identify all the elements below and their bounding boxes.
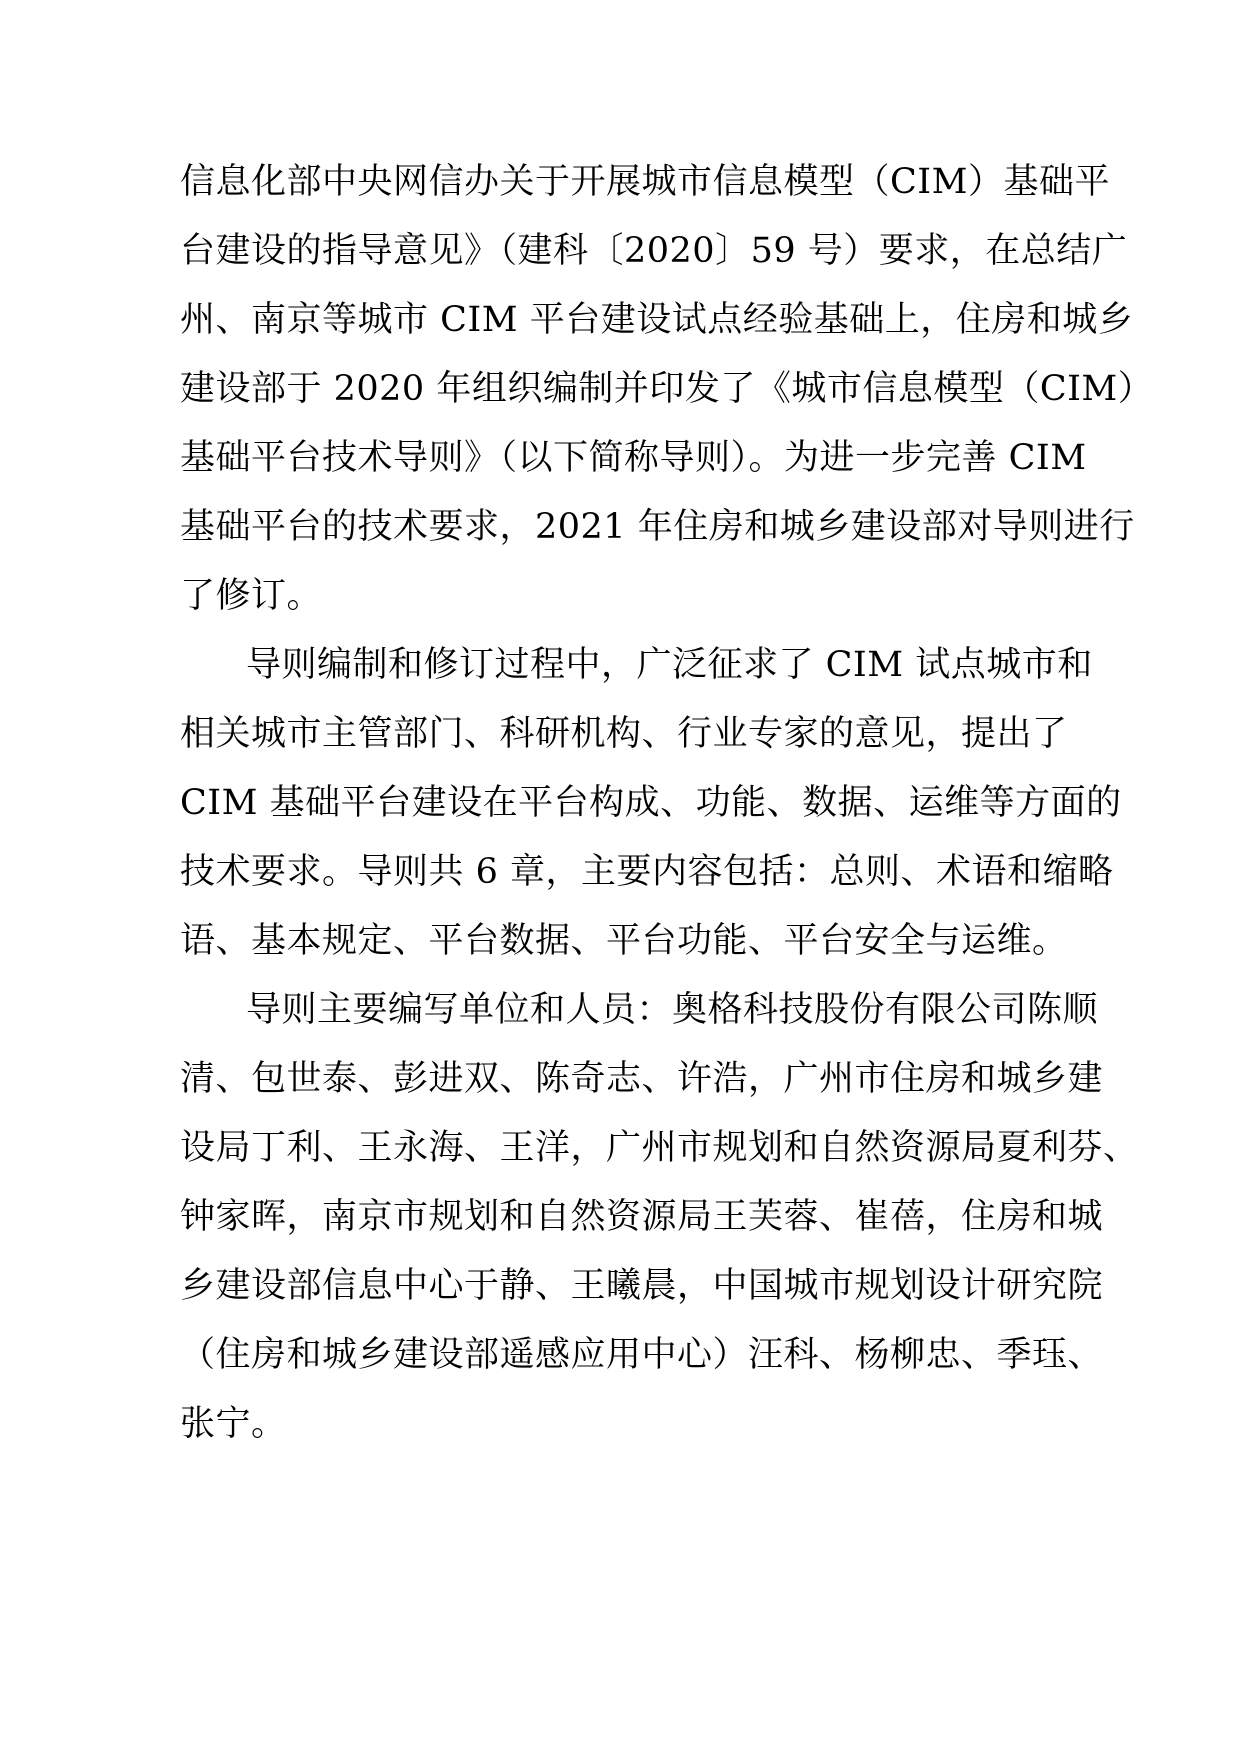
paragraph-line: 信息化部中央网信办关于开展城市信息模型（CIM）基础平 xyxy=(180,162,1110,202)
paragraph-line: 基础平台的技术要求，2021 年住房和城乡建设部对导则进行 xyxy=(180,507,1135,547)
paragraph-line: 导则主要编写单位和人员：奥格科技股份有限公司陈顺 xyxy=(246,990,1099,1030)
paragraph-line: 建设部于 2020 年组织编制并印发了《城市信息模型（CIM） xyxy=(180,369,1154,409)
paragraph-1 xyxy=(180,148,1154,631)
paragraph-line: 钟家晖，南京市规划和自然资源局王芙蓉、崔蓓，住房和城 xyxy=(180,1197,1104,1237)
paragraph-line: CIM 基础平台建设在平台构成、功能、数据、运维等方面的 xyxy=(180,783,1122,823)
paragraph-line: 台建设的指导意见》（建科〔2020〕59 号）要求，在总结广 xyxy=(180,231,1128,271)
paragraph-line: 清、包世泰、彭进双、陈奇志、许浩，广州市住房和城乡建 xyxy=(180,1059,1104,1099)
paragraph-2 xyxy=(180,631,1122,976)
paragraph-line: 乡建设部信息中心于静、王曦晨，中国城市规划设计研究院 xyxy=(180,1266,1104,1306)
paragraph-line: 设局丁利、王永海、王洋，广州市规划和自然资源局夏利芬、 xyxy=(180,1128,1139,1168)
paragraph-line: 了修订。 xyxy=(180,576,323,616)
paragraph-line: 张宁。 xyxy=(180,1404,287,1444)
paragraph-line: 相关城市主管部门、科研机构、行业专家的意见，提出了 xyxy=(180,714,1068,754)
paragraph-3 xyxy=(180,976,1139,1459)
paragraph-line: 导则编制和修订过程中，广泛征求了 CIM 试点城市和 xyxy=(246,645,1093,685)
paragraph-line: （住房和城乡建设部遥感应用中心）汪科、杨柳忠、季珏、 xyxy=(180,1335,1104,1375)
paragraph-line: 技术要求。导则共 6 章，主要内容包括：总则、术语和缩略 xyxy=(180,852,1114,892)
paragraph-line: 州、南京等城市 CIM 平台建设试点经验基础上，住房和城乡 xyxy=(180,300,1134,340)
body-text xyxy=(180,148,1154,1459)
paragraph-line: 基础平台技术导则》（以下简称导则）。为进一步完善 CIM xyxy=(180,438,1087,478)
paragraph-line: 语、基本规定、平台数据、平台功能、平台安全与运维。 xyxy=(180,921,1068,961)
